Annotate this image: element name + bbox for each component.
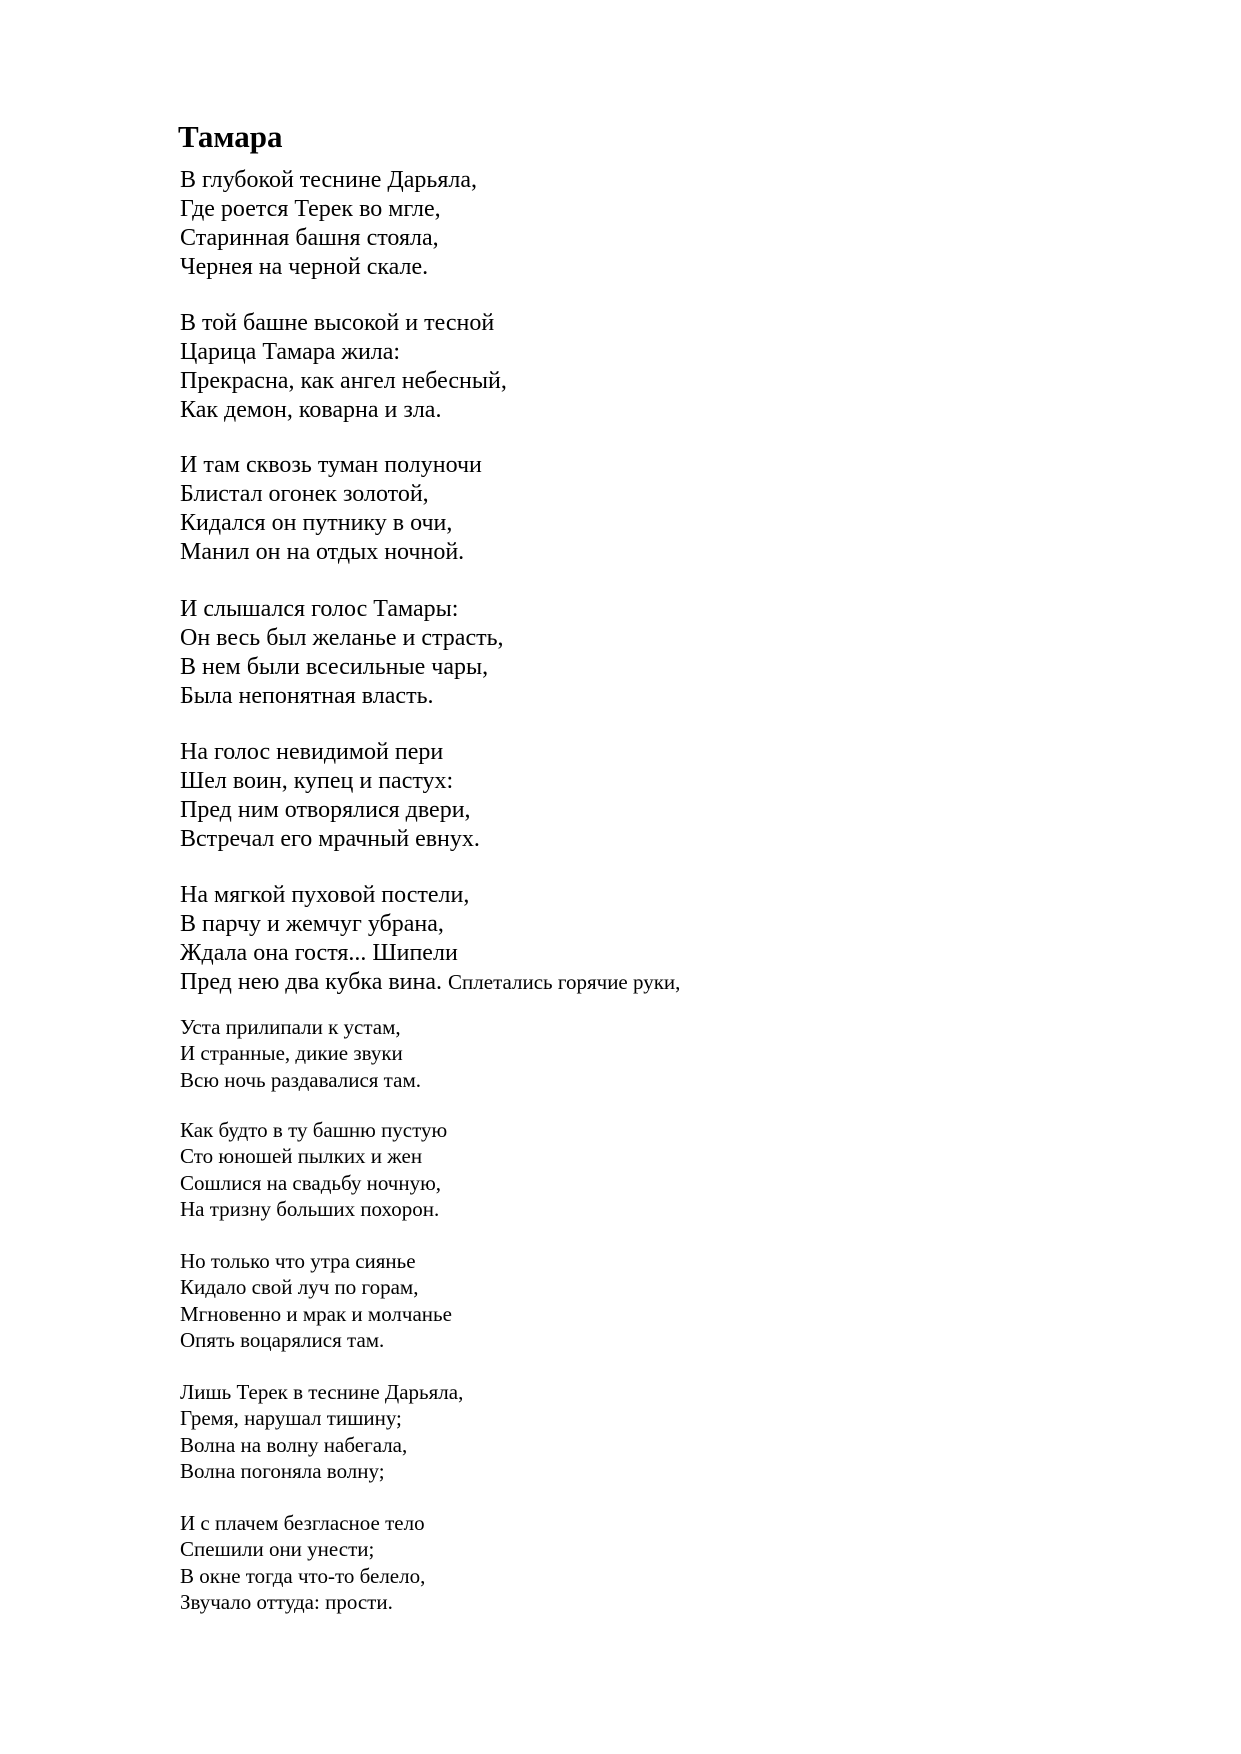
poem-line: Всю ночь раздавалися там. xyxy=(180,1067,421,1092)
poem-line: В нем были всесильные чары, xyxy=(180,654,489,680)
poem-line: И с плачем безгласное тело xyxy=(180,1511,425,1535)
poem-line: Манил он на отдых ночной. xyxy=(180,539,465,565)
stanza-4 xyxy=(180,595,504,711)
poem-line: Прекрасна, как ангел небесный, xyxy=(180,368,507,394)
stanza-6 xyxy=(180,881,680,997)
poem-line: Царица Тамара жила: xyxy=(180,339,401,365)
poem-line: Как демон, коварна и зла. xyxy=(180,397,442,423)
poem-line: Старинная башня стояла, xyxy=(180,225,439,251)
poem-line: Сто юношей пылких и жен xyxy=(180,1144,423,1169)
stanza-10 xyxy=(180,1379,463,1484)
poem-line: Блистал огонек золотой, xyxy=(180,481,429,507)
poem-line: И слышался голос Тамары: xyxy=(180,596,459,622)
stanza-3 xyxy=(180,451,482,567)
poem-line: В той башне высокой и тесной xyxy=(180,310,495,336)
poem-line: Ждала она гостя... Шипели xyxy=(180,940,458,966)
poem-line: Кидался он путнику в очи, xyxy=(180,510,453,536)
poem-line: Мгновенно и мрак и молчанье xyxy=(180,1301,452,1326)
poem-line: Он весь был желанье и страсть, xyxy=(180,625,504,651)
poem-line: Но только что утра сиянье xyxy=(180,1249,416,1273)
stanza-9 xyxy=(180,1248,452,1353)
poem-line: Волна на волну набегала, xyxy=(180,1432,408,1457)
poem-line: Где роется Терек во мгле, xyxy=(180,196,441,222)
poem-line: Пред ним отворялися двери, xyxy=(180,797,471,823)
poem-line: Лишь Терек в теснине Дарьяла, xyxy=(180,1380,464,1404)
stanza-11 xyxy=(180,1510,425,1615)
poem-line: И там сквозь туман полуночи xyxy=(180,452,482,478)
poem-line: В парчу и жемчуг убрана, xyxy=(180,911,444,937)
poem-line: Шел воин, купец и пастух: xyxy=(180,768,454,794)
poem-line: На тризну больших похорон. xyxy=(180,1196,440,1221)
stanza-1 xyxy=(180,166,477,282)
poem-line: В окне тогда что-то белело, xyxy=(180,1563,426,1588)
stanza-5 xyxy=(180,738,480,854)
poem-line: Опять воцарялися там. xyxy=(180,1327,385,1352)
poem-line: Как будто в ту башню пустую xyxy=(180,1118,448,1142)
poem-line: На мягкой пуховой постели, xyxy=(180,882,470,908)
poem-line: Гремя, нарушал тишину; xyxy=(180,1406,402,1431)
poem-line: И странные, дикие звуки xyxy=(180,1041,403,1066)
joined-line-part1: Пред нею два кубка вина. xyxy=(180,969,443,995)
poem-line: Волна погоняла волну; xyxy=(180,1458,385,1483)
poem-line-joined xyxy=(180,968,680,997)
poem-line: Была непонятная власть. xyxy=(180,683,434,709)
stanza-7 xyxy=(180,1014,421,1093)
stanza-8 xyxy=(180,1117,447,1222)
poem-title: Тамара xyxy=(178,119,283,154)
poem-line: Чернея на черной скале. xyxy=(180,254,429,280)
poem-line: Уста прилипали к устам, xyxy=(180,1015,401,1039)
poem-line: Встречал его мрачный евнух. xyxy=(180,826,480,852)
poem-line: Кидало свой луч по горам, xyxy=(180,1275,419,1300)
poem-line: В глубокой теснине Дарьяла, xyxy=(180,167,477,193)
stanza-2 xyxy=(180,309,507,425)
poem-line: Сошлися на свадьбу ночную, xyxy=(180,1170,442,1195)
poem-line: Звучало оттуда: прости. xyxy=(180,1589,393,1614)
poem-line: Спешили они унести; xyxy=(180,1537,375,1562)
joined-line-part2: Сплетались горячие руки, xyxy=(448,970,681,994)
poem-line: На голос невидимой пери xyxy=(180,739,444,765)
